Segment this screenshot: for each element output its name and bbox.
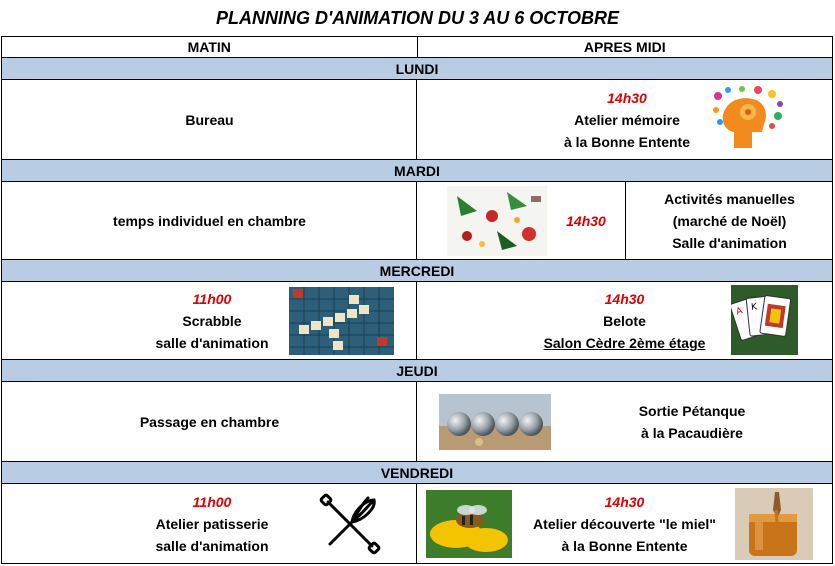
row-wednesday [1,282,833,360]
tuesday-morning-text [2,182,417,260]
tuesday-afternoon-text [626,182,833,260]
tuesday-afternoon-cell [417,182,832,259]
friday-afternoon-cell [417,484,832,563]
activity-label: Scrabble [182,313,242,329]
activity-time: 14h30 [604,291,645,307]
thursday-afternoon-cell [417,382,832,461]
activity-location: salle d'animation [155,538,269,554]
activity-location: Salle d'animation [672,235,787,251]
row-friday [1,484,833,564]
day-tuesday: MARDI [1,160,833,182]
brain-icon [712,86,787,150]
day-monday: LUNDI [1,58,833,80]
wednesday-afternoon-text [517,282,732,360]
activity-label: Sortie Pétanque [638,403,746,419]
activity-location: salle d'animation [155,335,269,351]
activity-label: Atelier découverte "le miel" [533,516,716,532]
friday-morning-cell [2,484,417,563]
activity-label: temps individuel en chambre [113,213,306,229]
tuesday-afternoon-time [547,182,625,260]
svg-text:K: K [750,302,758,313]
monday-morning-text [2,80,417,160]
activity-location: Salon Cèdre 2ème étage [543,335,706,351]
activity-location: à la Bonne Entente [561,538,688,554]
petanque-balls-icon [439,394,551,450]
wednesday-morning-cell [2,282,417,359]
activity-label: Atelier mémoire [574,112,680,128]
christmas-craft-icon [447,186,547,256]
wednesday-morning-text [112,282,312,360]
playing-cards-icon [731,285,798,355]
activity-time: 14h30 [607,90,647,106]
wednesday-afternoon-cell [417,282,832,359]
bee-flower-icon [426,490,512,558]
friday-morning-text [112,484,312,564]
activity-detail: (marché de Noël) [672,213,787,229]
activity-label: Activités manuelles [664,191,795,207]
column-headers [1,36,833,58]
friday-afternoon-text [517,484,732,564]
thursday-afternoon-text [551,382,833,462]
header-afternoon: APRES MIDI [583,39,666,55]
day-friday: VENDREDI [1,462,833,484]
tuesday-morning-cell [2,182,417,259]
row-monday [1,80,833,160]
activity-label: Bureau [185,112,234,128]
thursday-morning-cell [2,382,417,461]
activity-location: à la Bonne Entente [563,134,691,150]
monday-afternoon-cell [417,80,832,159]
activity-time: 11h00 [192,494,232,510]
activity-time: 11h00 [192,291,232,307]
page-title: PLANNING D'ANIMATION DU 3 AU 6 OCTOBRE [216,7,619,28]
activity-time: 14h30 [566,213,606,229]
honey-jar-icon [735,488,813,560]
activity-location: à la Pacaudière [641,425,743,441]
header-morning: MATIN [2,37,418,57]
row-tuesday [1,182,833,260]
activity-label: Belote [603,313,646,329]
monday-morning-cell [2,80,417,159]
day-wednesday: MERCREDI [1,260,833,282]
activity-label: Passage en chambre [139,414,280,430]
thursday-morning-text [2,382,417,462]
row-thursday [1,382,833,462]
whisk-rolling-pin-icon [318,492,382,556]
activity-time: 14h30 [604,494,645,510]
activity-label: Atelier patisserie [155,516,269,532]
day-thursday: JEUDI [1,360,833,382]
scrabble-board-icon [289,287,394,355]
svg-text:A: A [735,306,744,318]
